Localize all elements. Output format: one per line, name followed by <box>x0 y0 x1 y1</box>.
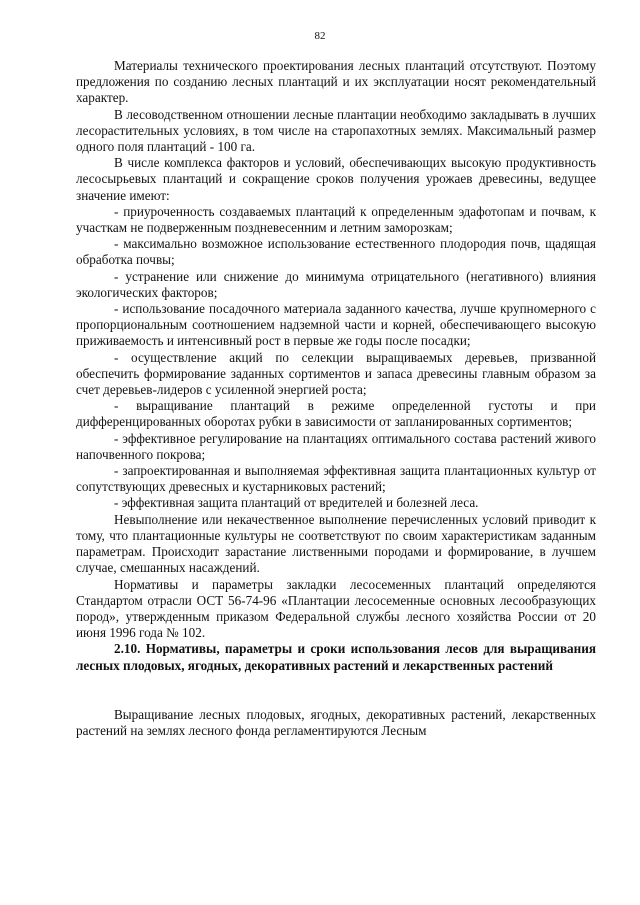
list-item: - приуроченность создаваемых плантаций к определенным эдафотопам и почвам, к участкам не подверженным поздневесенним и летним заморозкам; <box>76 203 596 236</box>
list-item: - использование посадочного материала заданного качества, лучше крупномерного с пропорциональным соотношением надземной части и корней, обеспечивающего высокую приживаемость и интенсивный рост в первые же годы после посадки; <box>76 301 596 349</box>
paragraph: Невыполнение или некачественное выполнение перечисленных условий приводит к тому, что плантационные культуры не соответствуют по своим характеристикам заданным параметрам. Происходит зарастание лиственными породами и формирование, в лучшем случае, смешанных насаждений. <box>76 511 596 576</box>
list-item: - выращивание плантаций в режиме определенной густоты и при дифференцированных оборотах рубки в зависимости от запланированных сортиментов; <box>76 398 596 430</box>
page-body <box>76 58 596 739</box>
list-item: - запроектированная и выполняемая эффективная защита плантационных культур от сопутствующих древесных и кустарниковых растений; <box>76 463 596 495</box>
list-item: - эффективная защита плантаций от вредителей и болезней леса. <box>114 495 479 511</box>
paragraph: Нормативы и параметры закладки лесосеменных плантаций определяются Стандартом отрасли ОСТ 56-74-96 «Плантации лесосеменные основных лесообразующих пород», утвержденным приказом Федеральной службы лесного хозяйства России от 20 июня 1996 года № 102. <box>76 576 596 641</box>
paragraph: В лесоводственном отношении лесные плантации необходимо закладывать в лучших лесорастительных условиях, в том числе на старопахотных землях. Максимальный размер одного поля плантаций - 100 га. <box>76 106 596 155</box>
page-number: 82 <box>314 30 326 42</box>
list-item: - устранение или снижение до минимума отрицательного (негативного) влияния экологических факторов; <box>76 268 596 300</box>
list-item: - осуществление акций по селекции выращиваемых деревьев, призванной обеспечить формирование заданных сортиментов и запаса древесины главным образом за счет деревьев-лидеров с усиленной энергией роста; <box>76 349 596 398</box>
list-item: - эффективное регулирование на плантациях оптимального состава растений живого напочвенного покрова; <box>76 430 596 462</box>
paragraph: Материалы технического проектирования лесных плантаций отсутствуют. Поэтому предложения по созданию лесных плантаций и их эксплуатации носят рекомендательный характер. <box>76 58 596 106</box>
paragraph: Выращивание лесных плодовых, ягодных, декоративных растений, лекарственных растений на землях лесного фонда регламентируются Лесным <box>76 706 596 738</box>
list-item: - максимально возможное использование естественного плодородия почв, щадящая обработка почвы; <box>76 236 596 268</box>
section-heading: 2.10. Нормативы, параметры и сроки использования лесов для выращивания лесных плодовых, ягодных, декоративных растений и лекарственных растений <box>76 641 596 673</box>
paragraph: В числе комплекса факторов и условий, обеспечивающих высокую продуктивность лесосырьевых плантаций и сокращение сроков получения урожаев древесины, ведущее значение имеют: <box>76 155 596 203</box>
